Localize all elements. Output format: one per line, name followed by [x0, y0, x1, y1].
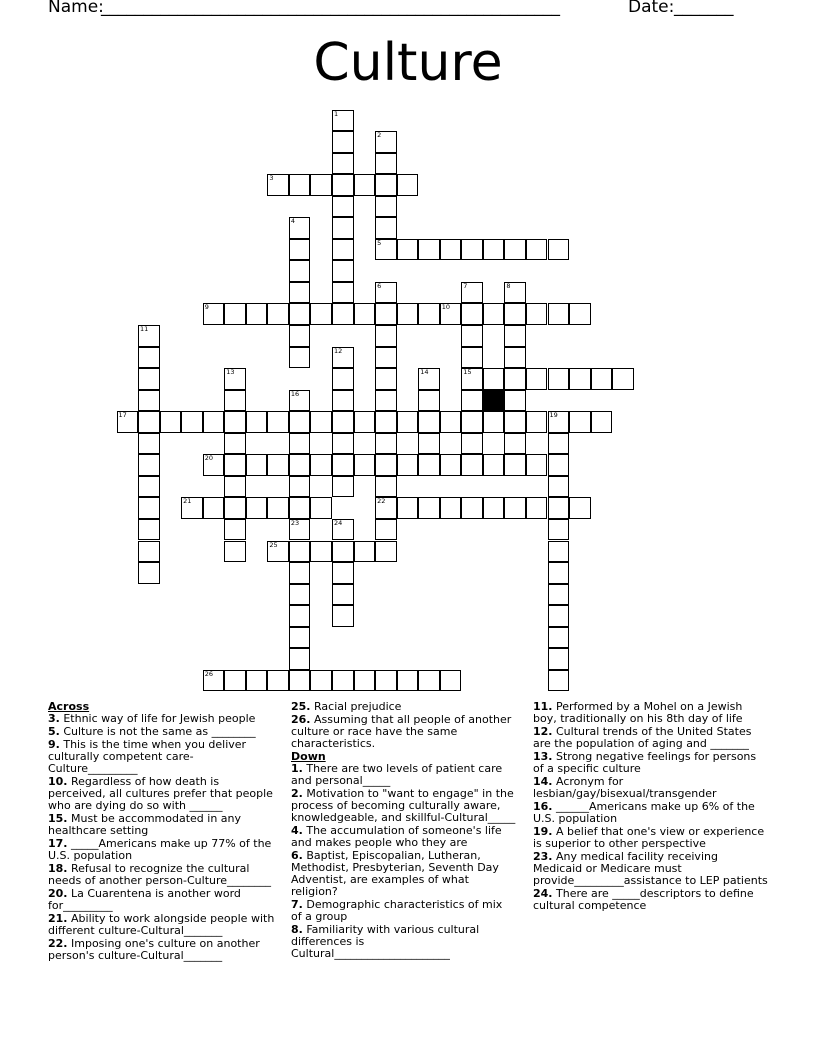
clue-number: 1: [334, 109, 339, 118]
clue-number: 2: [377, 131, 382, 140]
grid-cell[interactable]: [138, 562, 160, 584]
grid-cell[interactable]: [591, 411, 613, 433]
grid-cell[interactable]: [461, 282, 483, 304]
grid-cell[interactable]: [267, 303, 289, 325]
clue-across-5: 5. Culture is not the same as ________: [48, 725, 256, 738]
grid-cell[interactable]: [375, 303, 397, 325]
grid-cell[interactable]: [354, 454, 376, 476]
clue-down-11: 11. Performed by a Mohel on a Jewish boy, traditionally on his 8th day of life: [533, 700, 743, 725]
grid-cell[interactable]: [397, 174, 419, 196]
grid-cell[interactable]: [375, 153, 397, 175]
clue-number: 5: [377, 238, 382, 247]
grid-cell[interactable]: [461, 454, 483, 476]
clue-number: 10: [441, 303, 451, 312]
grid-cell[interactable]: [548, 627, 570, 649]
grid-cell[interactable]: [224, 519, 246, 541]
clue-down-8: 8. Familiarity with various cultural differences is Cultural_____________________: [291, 923, 480, 960]
clue-number: 13: [226, 368, 235, 377]
grid-cell[interactable]: [526, 454, 548, 476]
grid-cell[interactable]: [332, 303, 354, 325]
grid-cell[interactable]: [354, 670, 376, 692]
grid-cell[interactable]: [224, 497, 246, 519]
grid-cell[interactable]: [526, 303, 548, 325]
clue-number: 11: [140, 325, 149, 333]
clue-number: 17: [118, 411, 127, 420]
grid-cell[interactable]: [569, 368, 591, 390]
grid-cell[interactable]: [289, 497, 311, 519]
clue-down-24: 24. There are _____descriptors to define cultural competence: [533, 887, 754, 912]
grid-cell[interactable]: [332, 605, 354, 627]
grid-cell[interactable]: [289, 627, 311, 649]
grid-cell[interactable]: [548, 562, 570, 584]
grid-cell[interactable]: [332, 411, 354, 433]
grid-cell[interactable]: [375, 196, 397, 218]
grid-cell[interactable]: [483, 454, 505, 476]
clue-number: 23: [290, 518, 300, 527]
clue-across-21: 21. Ability to work alongside people with different culture-Cultural_______: [48, 912, 275, 937]
grid-cell[interactable]: [483, 411, 505, 433]
grid-cell[interactable]: [440, 454, 462, 476]
grid-cell[interactable]: [612, 368, 634, 390]
grid-cell[interactable]: [138, 347, 160, 369]
grid-cell[interactable]: [203, 497, 225, 519]
clues-column-1: [48, 701, 280, 963]
grid-cell[interactable]: [310, 454, 332, 476]
grid-cell[interactable]: [332, 433, 354, 455]
grid-cell[interactable]: [224, 390, 246, 412]
grid-cell[interactable]: [375, 454, 397, 476]
grid-cell[interactable]: [440, 411, 462, 433]
grid-cell[interactable]: [483, 239, 505, 261]
grid-cell[interactable]: [246, 497, 268, 519]
clue-number: 24: [334, 518, 343, 527]
grid-cell[interactable]: [332, 174, 354, 196]
grid-cell[interactable]: [138, 368, 160, 390]
grid-cell[interactable]: [332, 584, 354, 606]
grid-cell[interactable]: [310, 174, 332, 196]
clue-number: 9: [204, 303, 209, 312]
grid-cell[interactable]: [246, 411, 268, 433]
grid-cell[interactable]: [418, 411, 440, 433]
grid-cell[interactable]: [289, 562, 311, 584]
clues-column-2: [291, 701, 516, 961]
grid-cell[interactable]: [267, 497, 289, 519]
grid-cell[interactable]: [504, 325, 526, 347]
grid-cell[interactable]: [332, 390, 354, 412]
clue-across-10: 10. Regardless of how death is perceived, all cultures prefer that people who are dying do so with ______: [48, 775, 273, 812]
grid-cell[interactable]: [548, 454, 570, 476]
grid-cell[interactable]: [548, 433, 570, 455]
grid-cell[interactable]: [375, 282, 397, 304]
grid-cell[interactable]: [332, 217, 354, 239]
grid-cell[interactable]: [375, 131, 397, 153]
grid-cell[interactable]: [548, 541, 570, 563]
grid-cell[interactable]: [461, 325, 483, 347]
grid-cell[interactable]: [375, 217, 397, 239]
grid-cell[interactable]: [461, 390, 483, 412]
clue-number: 25: [269, 540, 278, 549]
grid-cell[interactable]: [289, 282, 311, 304]
grid-cell[interactable]: [224, 411, 246, 433]
grid-cell[interactable]: [548, 239, 570, 261]
grid-cell[interactable]: [332, 562, 354, 584]
grid-cell[interactable]: [397, 497, 419, 519]
grid-cell[interactable]: [483, 497, 505, 519]
grid-cell[interactable]: [526, 239, 548, 261]
grid-cell[interactable]: [246, 670, 268, 692]
grid-cell[interactable]: [289, 476, 311, 498]
grid-cell[interactable]: [203, 303, 225, 325]
grid-cell[interactable]: [289, 648, 311, 670]
grid-cell[interactable]: [397, 454, 419, 476]
grid-cell[interactable]: [504, 347, 526, 369]
grid-cell[interactable]: [117, 411, 139, 433]
clue-number: 3: [269, 174, 274, 183]
clue-across-17: 17. _____Americans make up 77% of the U.S. population: [48, 837, 272, 862]
grid-cell[interactable]: [289, 584, 311, 606]
clues-column-3: [533, 701, 769, 913]
grid-cell[interactable]: [289, 519, 311, 541]
grid-cell[interactable]: [375, 390, 397, 412]
grid-cell[interactable]: [375, 541, 397, 563]
grid-cell[interactable]: [397, 411, 419, 433]
clue-down-4: 4. The accumulation of someone's life and makes people who they are: [291, 824, 502, 849]
grid-cell[interactable]: [267, 174, 289, 196]
grid-cell[interactable]: [332, 153, 354, 175]
page-title: Culture: [313, 33, 503, 93]
grid-cell[interactable]: [526, 368, 548, 390]
down-clue-list: [291, 763, 516, 960]
grid-cell[interactable]: [332, 670, 354, 692]
grid-cell[interactable]: [375, 411, 397, 433]
grid-cell[interactable]: [289, 390, 311, 412]
grid-cell[interactable]: [289, 433, 311, 455]
grid-cell[interactable]: [289, 411, 311, 433]
grid-cell[interactable]: [224, 454, 246, 476]
grid-cell[interactable]: [461, 411, 483, 433]
grid-cell[interactable]: [504, 411, 526, 433]
grid-cell[interactable]: [332, 131, 354, 153]
grid-cell[interactable]: [138, 541, 160, 563]
grid-cell[interactable]: [332, 260, 354, 282]
clue-number: 16: [290, 389, 300, 398]
grid-cell[interactable]: [375, 476, 397, 498]
clue-number: 7: [463, 281, 468, 290]
grid-cell[interactable]: [332, 519, 354, 541]
clue-down-7: 7. Demographic characteristics of mix of a group: [291, 898, 503, 923]
grid-cell[interactable]: [246, 303, 268, 325]
grid-cell[interactable]: [332, 454, 354, 476]
grid-cell[interactable]: [289, 325, 311, 347]
grid-cell[interactable]: [289, 347, 311, 369]
name-label: Name:: [48, 0, 104, 17]
grid-cell[interactable]: [418, 433, 440, 455]
grid-cell[interactable]: [289, 670, 311, 692]
down-heading: Down: [291, 750, 326, 763]
grid-cell[interactable]: [548, 670, 570, 692]
grid-cell[interactable]: [418, 239, 440, 261]
clue-across-18: 18. Refusal to recognize the cultural needs of another person-Culture________: [48, 862, 272, 887]
grid-cell[interactable]: [138, 433, 160, 455]
grid-cell[interactable]: [310, 303, 332, 325]
grid-cell[interactable]: [332, 239, 354, 261]
grid-cell[interactable]: [375, 433, 397, 455]
grid-cell[interactable]: [548, 497, 570, 519]
blocked-cell: [483, 390, 505, 412]
grid-cell[interactable]: [332, 368, 354, 390]
clue-down-12: 12. Cultural trends of the United States are the population of aging and _______: [533, 725, 752, 750]
clue-across-26: 26. Assuming that all people of another culture or race have the same characteristics.: [291, 713, 512, 750]
clue-down-1: 1. There are two levels of patient care and personal_____: [291, 762, 503, 787]
grid-cell[interactable]: [504, 433, 526, 455]
grid-cell[interactable]: [504, 282, 526, 304]
grid-cell[interactable]: [138, 411, 160, 433]
clue-across-3: 3. Ethnic way of life for Jewish people: [48, 712, 256, 725]
grid-cell[interactable]: [138, 519, 160, 541]
clue-number: 8: [506, 281, 511, 290]
clue-number: 19: [549, 411, 558, 420]
grid-cell[interactable]: [289, 303, 311, 325]
grid-cell[interactable]: [375, 519, 397, 541]
name-field[interactable]: ______________________________________________________: [101, 0, 560, 17]
grid-cell[interactable]: [526, 497, 548, 519]
grid-cell[interactable]: [548, 519, 570, 541]
grid-cell[interactable]: [483, 368, 505, 390]
grid-cell[interactable]: [440, 497, 462, 519]
clue-number: 12: [334, 346, 343, 355]
grid-cell[interactable]: [526, 411, 548, 433]
grid-cell[interactable]: [461, 433, 483, 455]
clue-number: 22: [377, 497, 386, 506]
grid-cell[interactable]: [375, 174, 397, 196]
clue-down-19: 19. A belief that one's view or experience is superior to other perspective: [533, 825, 765, 850]
clue-number: 26: [204, 669, 213, 678]
grid-cell[interactable]: [504, 303, 526, 325]
grid-cell[interactable]: [224, 541, 246, 563]
grid-cell[interactable]: [375, 239, 397, 261]
grid-cell[interactable]: [397, 303, 419, 325]
grid-cell[interactable]: [418, 368, 440, 390]
grid-cell[interactable]: [224, 303, 246, 325]
clue-across-9: 9. This is the time when you deliver culturally competent care-Culture_________: [48, 738, 247, 775]
grid-cell[interactable]: [397, 670, 419, 692]
grid-cell[interactable]: [591, 368, 613, 390]
grid-cell[interactable]: [267, 541, 289, 563]
grid-cell[interactable]: [224, 670, 246, 692]
grid-cell[interactable]: [548, 368, 570, 390]
grid-cell[interactable]: [461, 497, 483, 519]
grid-cell[interactable]: [418, 670, 440, 692]
grid-cell[interactable]: [354, 541, 376, 563]
grid-cell[interactable]: [418, 303, 440, 325]
grid-cell[interactable]: [310, 497, 332, 519]
grid-cell[interactable]: [461, 239, 483, 261]
clue-across-22: 22. Imposing one's culture on another person's culture-Cultural_______: [48, 937, 260, 962]
clue-number: 21: [183, 497, 192, 506]
grid-cell[interactable]: [332, 282, 354, 304]
grid-cell[interactable]: [224, 433, 246, 455]
grid-cell[interactable]: [548, 411, 570, 433]
grid-cell[interactable]: [246, 454, 268, 476]
grid-cell[interactable]: [310, 541, 332, 563]
clue-down-13: 13. Strong negative feelings for persons of a specific culture: [533, 750, 757, 775]
grid-cell[interactable]: [569, 497, 591, 519]
grid-cell[interactable]: [418, 390, 440, 412]
grid-cell[interactable]: [483, 303, 505, 325]
grid-cell[interactable]: [310, 670, 332, 692]
grid-cell[interactable]: [203, 670, 225, 692]
grid-cell[interactable]: [203, 454, 225, 476]
grid-cell[interactable]: [289, 605, 311, 627]
grid-cell[interactable]: [461, 347, 483, 369]
grid-cell[interactable]: [504, 454, 526, 476]
grid-cell[interactable]: [224, 476, 246, 498]
grid-cell[interactable]: [267, 411, 289, 433]
grid-cell[interactable]: [289, 541, 311, 563]
clue-down-2: 2. Motivation to "want to engage" in the process of becoming culturally aware, knowledgeable, and skillful-Cultural_____: [291, 787, 516, 824]
grid-cell[interactable]: [548, 303, 570, 325]
grid-cell[interactable]: [418, 497, 440, 519]
grid-cell[interactable]: [203, 411, 225, 433]
grid-cell[interactable]: [332, 110, 354, 132]
grid-cell[interactable]: [354, 303, 376, 325]
grid-cell[interactable]: [138, 454, 160, 476]
clue-down-16: 16. ______Americans make up 6% of the U.S. population: [533, 800, 755, 825]
clue-across-20: 20. La Cuarentena is another word for_________: [48, 887, 241, 912]
grid-cell[interactable]: [354, 174, 376, 196]
grid-cell[interactable]: [310, 411, 332, 433]
grid-cell[interactable]: [504, 239, 526, 261]
grid-cell[interactable]: [289, 174, 311, 196]
grid-cell[interactable]: [548, 648, 570, 670]
date-field[interactable]: _______: [674, 0, 734, 17]
grid-cell[interactable]: [504, 390, 526, 412]
across-heading: Across: [48, 700, 90, 713]
grid-cell[interactable]: [332, 196, 354, 218]
grid-cell[interactable]: [332, 347, 354, 369]
grid-cell[interactable]: [375, 368, 397, 390]
grid-cell[interactable]: [138, 325, 160, 347]
grid-cell[interactable]: [332, 476, 354, 498]
clue-down-6: 6. Baptist, Episcopalian, Lutheran, Methodist, Presbyterian, Seventh Day Adventist, are examples of what religion?: [291, 849, 499, 898]
grid-cell[interactable]: [548, 605, 570, 627]
grid-cell[interactable]: [354, 411, 376, 433]
grid-cell[interactable]: [289, 260, 311, 282]
grid-cell[interactable]: [332, 541, 354, 563]
grid-cell[interactable]: [375, 325, 397, 347]
clue-number: 14: [420, 368, 429, 377]
grid-cell[interactable]: [569, 411, 591, 433]
clue-number: 15: [463, 368, 472, 377]
grid-cell[interactable]: [375, 497, 397, 519]
grid-cell[interactable]: [569, 303, 591, 325]
grid-cell[interactable]: [181, 411, 203, 433]
grid-cell[interactable]: [440, 303, 462, 325]
grid-cell[interactable]: [181, 497, 203, 519]
grid-cell[interactable]: [267, 454, 289, 476]
clue-number: 20: [204, 454, 213, 463]
grid-cell[interactable]: [224, 368, 246, 390]
grid-cell[interactable]: [289, 217, 311, 239]
clue-down-23: 23. Any medical facility receiving Medicaid or Medicare must provide_________assistance to LEP patients: [533, 850, 768, 887]
grid-cell[interactable]: [548, 584, 570, 606]
grid-cell[interactable]: [461, 368, 483, 390]
grid-cell[interactable]: [440, 239, 462, 261]
clue-number: 6: [377, 281, 382, 290]
grid-cell[interactable]: [397, 239, 419, 261]
grid-cell[interactable]: [138, 497, 160, 519]
date-label: Date:: [628, 0, 675, 17]
grid-cell[interactable]: [160, 411, 182, 433]
across-clue-list: [48, 713, 280, 962]
grid-cell[interactable]: [548, 476, 570, 498]
grid-cell[interactable]: [375, 347, 397, 369]
clue-across-15: 15. Must be accommodated in any healthcare setting: [48, 812, 242, 837]
grid-cell[interactable]: [138, 390, 160, 412]
clue-number: 4: [290, 217, 296, 226]
grid-cell[interactable]: [289, 454, 311, 476]
grid-cell[interactable]: [375, 670, 397, 692]
grid-cell[interactable]: [504, 497, 526, 519]
grid-cell[interactable]: [440, 670, 462, 692]
grid-cell[interactable]: [138, 476, 160, 498]
clue-down-14: 14. Acronym for lesbian/gay/bisexual/transgender: [533, 775, 717, 800]
clue-across-25: 25. Racial prejudice: [291, 700, 402, 713]
grid-cell[interactable]: [418, 454, 440, 476]
grid-cell[interactable]: [461, 303, 483, 325]
grid-cell[interactable]: [504, 368, 526, 390]
grid-cell[interactable]: [267, 670, 289, 692]
grid-cell[interactable]: [289, 239, 311, 261]
